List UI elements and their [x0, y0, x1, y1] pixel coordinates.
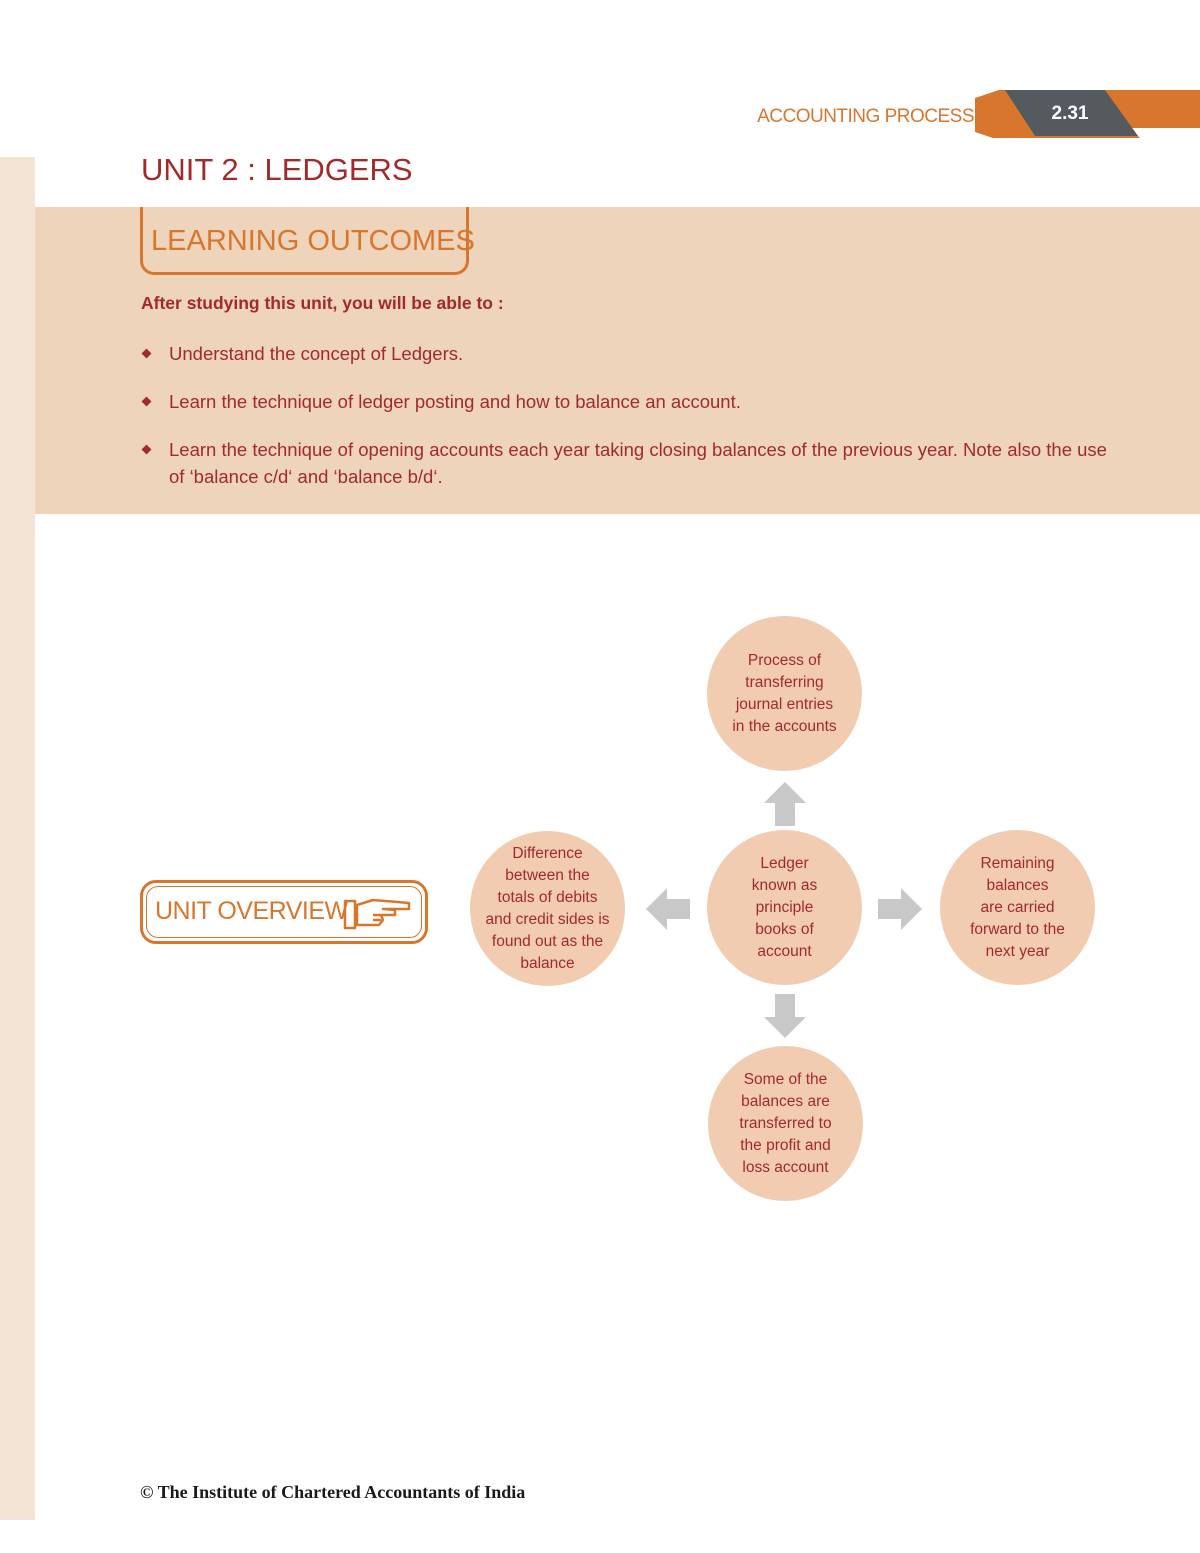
arrow-left-icon: [646, 888, 690, 930]
diagram-node-center: Ledger known as principle books of account: [707, 830, 862, 985]
list-item: [141, 340, 1121, 367]
list-item: [141, 388, 1121, 415]
pointing-hand-icon: [343, 895, 413, 931]
learning-outcomes-list: [141, 340, 1121, 511]
diamond-bullet-icon: [142, 445, 152, 455]
diamond-bullet-icon: [142, 397, 152, 407]
learning-outcomes-title: LEARNING OUTCOMES: [151, 225, 475, 257]
diagram-node-left: Difference between the totals of debits and credit sides is found out as the balance: [470, 831, 625, 986]
page-number: 2.31: [1051, 103, 1089, 124]
unit-title: UNIT 2 : LEDGERS: [141, 152, 413, 187]
diagram-node-bottom: Some of the balances are transferred to the profit and loss account: [708, 1046, 863, 1201]
learning-outcomes-intro: After studying this unit, you will be able to :: [141, 293, 504, 313]
list-item-text: Learn the technique of opening accounts each year taking closing balances of the previous year. Note also the use of ‘balance c/d‘ and ‘balance b/d‘.: [169, 439, 1107, 487]
list-item-text: Learn the technique of ledger posting and how to balance an account.: [169, 391, 741, 412]
diagram-node-right: Remaining balances are carried forward to the next year: [940, 830, 1095, 985]
unit-overview-title: UNIT OVERVIEW: [155, 897, 348, 925]
arrow-right-icon: [878, 888, 922, 930]
arrow-down-icon: [764, 994, 806, 1038]
copyright-footer: © The Institute of Chartered Accountants of India: [140, 1482, 526, 1502]
diagram-node-top: Process of transferring journal entries in the accounts: [707, 616, 862, 771]
list-item-text: Understand the concept of Ledgers.: [169, 343, 464, 364]
section-title: ACCOUNTING PROCESS: [757, 106, 974, 127]
left-margin-strip: [0, 157, 35, 1520]
list-item: [141, 436, 1121, 490]
diamond-bullet-icon: [142, 349, 152, 359]
arrow-up-icon: [764, 782, 806, 826]
